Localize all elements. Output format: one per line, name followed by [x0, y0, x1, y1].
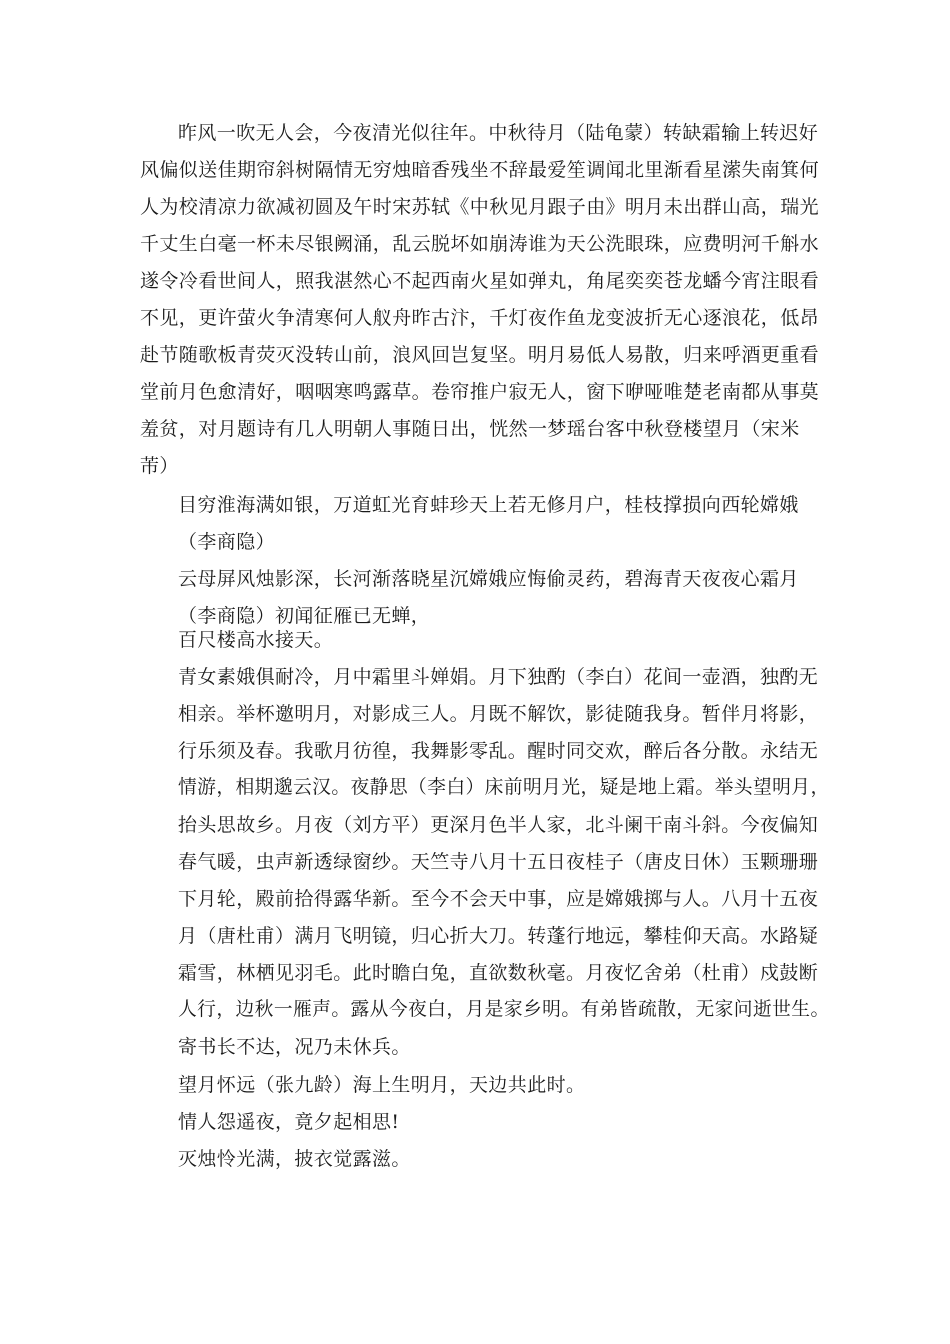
text-line-23: 月（唐杜甫）满月飞明镜，归心折大刀。转蓬行地远，攀桂仰天高。水路疑 [178, 925, 819, 947]
text-line-22: 下月轮，殿前拾得露华新。至今不会天中事，应是嫦娥掷与人。八月十五夜 [178, 888, 819, 910]
text-line-5: 遂令冷看世间人，照我湛然心不起西南火星如弹丸，角尾奕奕苍龙蟠今宵注眼看 [140, 270, 820, 292]
text-line-14: （李商隐）初闻征雁已无蝉， [178, 605, 431, 627]
text-line-8: 堂前月色愈清好，咽咽寒鸣露草。卷帘推户寂无人，窗下咿哑唯楚老南都从事莫 [140, 381, 820, 403]
text-line-28: 情人怨遥夜，竟夕起相思! [178, 1111, 400, 1133]
text-line-7: 赴节随歌板青荧灭没转山前，浪风回岂复坚。明月易低人易散，归来呼酒更重看 [140, 344, 820, 366]
text-line-15: 百尺楼高水接天。 [178, 629, 334, 651]
text-line-26: 寄书长不达，况乃未休兵。 [178, 1036, 411, 1058]
text-line-21: 春气暖，虫声新透绿窗纱。天竺寺八月十五日夜桂子（唐皮日休）玉颗珊珊 [178, 851, 819, 873]
text-line-1: 昨风一吹无人会，今夜清光似往年。中秋待月（陆龟蒙）转缺霜输上转迟好 [178, 122, 819, 144]
text-line-12: （李商隐） [178, 531, 276, 553]
text-line-11: 目穷淮海满如银，万道虹光育蚌珍天上若无修月户，桂枝撑损向西轮嫦娥 [178, 494, 799, 516]
text-line-29: 灭烛怜光满，披衣觉露滋。 [178, 1148, 411, 1170]
text-line-19: 情游，相期邈云汉。夜静思（李白）床前明月光，疑是地上霜。举头望明月， [178, 777, 830, 798]
text-line-27: 望月怀远（张九龄）海上生明月，天边共此时。 [178, 1074, 586, 1096]
text-line-18: 行乐须及春。我歌月彷徨，我舞影零乱。醒时同交欢，醉后各分散。永结无 [178, 740, 819, 762]
text-line-4: 千丈生白毫一杯未尽银阙涌，乱云脱坏如崩涛谁为天公洗眼珠，应费明河千斛水 [140, 233, 820, 255]
text-line-3: 人为校清凉力欲减初圆及午时宋苏轼《中秋见月跟子由》明月未出群山高，瑞光 [140, 196, 820, 218]
text-line-20: 抬头思故乡。月夜（刘方平）更深月色半人家，北斗阑干南斗斜。今夜偏知 [178, 814, 819, 836]
text-line-24: 霜雪，林栖见羽毛。此时瞻白兔，直欲数秋毫。月夜忆舍弟（杜甫）戍鼓断 [178, 962, 819, 984]
text-line-17: 相亲。举杯邀明月，对影成三人。月既不解饮，影徒随我身。暂伴月将影， [178, 703, 819, 725]
text-line-13: 云母屏风烛影深，长河渐落晓星沉嫦娥应悔偷灵药，碧海青天夜夜心霜月 [178, 568, 799, 590]
text-line-6: 不见，更许萤火争清寒何人舣舟昨古汴，千灯夜作鱼龙变波折无心逐浪花，低昂 [140, 307, 820, 329]
text-line-16: 青女素娥俱耐冷，月中霜里斗婵娟。月下独酌（李白）花间一壶酒，独酌无 [178, 666, 819, 688]
text-line-9: 羞贫，对月题诗有几人明朝人事随日出，恍然一梦瑶台客中秋登楼望月（宋米 [140, 418, 800, 440]
text-line-10: 芾） [140, 455, 179, 477]
text-line-25: 人行，边秋一雁声。露从今夜白，月是家乡明。有弟皆疏散，无家问逝世生。 [178, 999, 830, 1020]
text-line-2: 风偏似送佳期帘斜树隔情无穷烛暗香残坐不辞最爱笙调闻北里渐看星潆失南箕何 [140, 159, 820, 181]
